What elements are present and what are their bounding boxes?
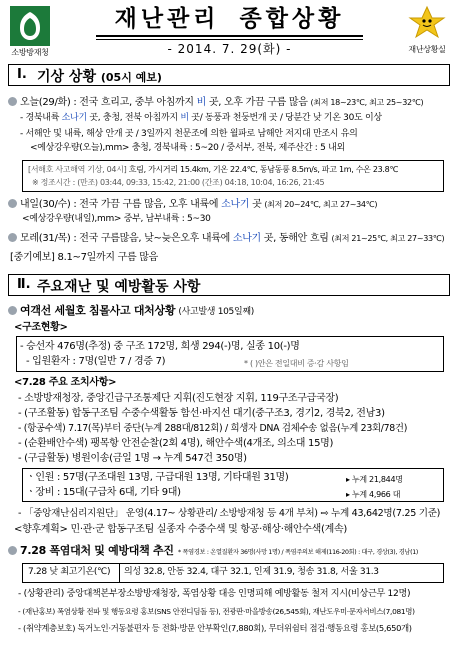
future-plan: <향후계획> 민·관·군 합동구조팀 실종자 수중수색 및 항공·해상·해안수색(계속): [14, 524, 347, 535]
weather-today-rainfall: <예상강우량(오늘),mm> 충청, 경북내륙 : 5~20 / 중서부, 전북, 제주산간 : 5 내외: [30, 143, 345, 153]
detail-rain: 비: [180, 113, 189, 123]
actions-title: <7.28 주요 조치사항>: [14, 377, 117, 388]
title-block: [66, 4, 393, 56]
weather-dayafter: [8, 232, 444, 245]
deploy-equipment-total: ▸ 누계 4,966 대: [346, 490, 401, 499]
accident-weather-line: [28, 163, 398, 176]
bullet-icon: [8, 306, 17, 315]
heat-title: 7.28 폭염대처 및 예방대책 추진: [20, 544, 174, 557]
bullet-icon: [8, 199, 17, 208]
detail-text: 곳, 충청, 전북 아침까지: [86, 113, 181, 123]
action-command: - 소방방재청장, 중앙긴급구조통제단 지휘(진도현장 지휘, 119구조구급국장): [18, 393, 339, 404]
deploy-personnel: ㆍ인원 : 57명(구조대원 13명, 구급대원 13명, 기타대원 31명): [26, 472, 289, 483]
today-text: 오늘(29/화) : 전국 흐리고, 중부 아침까지: [20, 97, 197, 108]
dayafter-temp: (최저 21~25℃, 최고 27~33℃): [331, 234, 445, 243]
weather-today: [8, 96, 423, 109]
detail-shower: 소나기: [61, 113, 87, 123]
agency-name: 소방방재청: [11, 48, 49, 57]
heat-note: * 폭염경보 : 온열질환자 36명(사망 1명) / 폭염주의보 해제(116-20회) : 대구, 경상(3), 경남(1): [178, 549, 418, 556]
psych-support: - 「중앙재난심리지원단」 운영(4.17~ 상황관리/ 소방방재청 등 4개 부처) ⇨ 누계 43,642명(7.25 기준): [18, 508, 441, 519]
section-weather-header: [8, 64, 450, 86]
section-label: 기상 상황: [37, 69, 96, 85]
tomorrow-text-2: 곳: [249, 199, 265, 210]
heat-publicity: - (재난홍보) 폭염상황 전파 및 행동요령 홍보(SNS 안전디딤돌 등), 전광판·마을방송(26,545회), 재난도우미·문자서비스(7,081명): [18, 607, 415, 616]
detail-text: 곳/ 동풍과 천둥번개 곳 / 당분간 낮 기온 30도 이상: [188, 113, 382, 123]
page-title: 재난관리 종합상황: [114, 5, 345, 32]
max-temp-values: 의성 32.8, 안동 32.4, 대구 32.1, 인제 31.9, 청송 31.8, 서울 31.3: [124, 567, 379, 577]
heat-vulnerable: - (취약계층보호) 독거노인·거동불편자 등 전화·방문 안부확인(7,880회), 무더위쉼터 점검·행동요령 홍보(5,650개): [18, 623, 412, 633]
today-temp: (최저 18~23℃, 최고 25~32℃): [310, 98, 424, 107]
bullet-icon: [8, 546, 17, 555]
tomorrow-temp: (최저 20~24℃, 최고 27~34℃): [264, 200, 378, 209]
deploy-equipment: ㆍ장비 : 15대(구급차 6대, 기타 9대): [26, 487, 181, 498]
section-disaster-header: [8, 274, 450, 296]
action-coast-search: - (순환배안수색) 팽목항 안전순찰(2회 4명), 해안수색(4개조, 의소대 15명): [18, 438, 334, 449]
ferry-day-count: (사고발생 105일째): [178, 307, 254, 317]
rescue-title: <구조현황>: [14, 322, 68, 333]
tomorrow-text: 내일(30/수) : 전국 가끔 구름 많음, 오후 내륙에: [20, 199, 222, 210]
weather-tomorrow: [8, 198, 377, 211]
max-temp-label: 7.28 낮 최고기온(℃): [28, 567, 111, 577]
heat-heading: [8, 544, 174, 558]
mascot-icon: [407, 4, 447, 44]
section-title: [37, 66, 162, 86]
section-title: 주요재난 및 예방활동 사항: [37, 279, 201, 295]
rescue-note: * ( )안은 전일대비 증·감 사항임: [244, 359, 349, 368]
today-rain: 비: [196, 97, 207, 108]
dayafter-text-2: 곳, 동해안 흐림: [260, 233, 332, 244]
section-number: Ⅰ.: [17, 67, 27, 82]
tomorrow-shower: 소나기: [221, 199, 250, 210]
inpatients: - 입원환자 : 7명(일반 7 / 경증 7): [26, 356, 166, 367]
bullet-icon: [8, 233, 17, 242]
heat-situation: - (상황관리) 중앙대책본부장소방방재청장, 폭염상황 대응 인명피해 예방활동 철저 지시(비상근무 12명): [18, 589, 411, 599]
accident-weather-values: 흐림, 가시거리 15.4km, 기온 22.4℃, 동남동풍 8.5m/s, 파고 1m, 수온 23.8℃: [126, 165, 399, 174]
agency-logo: [4, 4, 56, 56]
mascot-label: 재난상황실: [408, 45, 446, 54]
detail-text: - 경북내륙: [20, 113, 62, 123]
action-ambulance: - (구급활동) 병원이송(금일 1명 → 누계 547건 350명): [18, 453, 247, 464]
action-air-search: - (항공수색) 7.17(목)부터 중단(누계 288대/812회) / 희생자 DNA 검체수송 없음(누계 23회/78건): [18, 423, 408, 434]
accident-weather-label: [서해호 사고해역 기상, 04시]: [28, 165, 127, 174]
weather-today-detail-2: - 서해안 및 내륙, 해상 안개 곳 / 3일까지 천문조에 의한 월파로 남해안 저지대 만조시 유의: [20, 129, 358, 139]
deploy-personnel-total: ▸ 누계 21,844명: [346, 475, 403, 484]
bullet-icon: [8, 97, 17, 106]
section-number: Ⅱ.: [17, 277, 31, 292]
report-header: [4, 4, 454, 56]
action-rescue: - (구조활동) 합동구조팀 수중수색활동 함선·바지선 대기(중구조3, 경기2, 경북2, 전남3): [18, 408, 385, 419]
agency-emblem-icon: [10, 6, 50, 46]
midterm-forecast: [중기예보] 8.1~7일까지 구름 많음: [10, 252, 158, 263]
dayafter-shower: 소나기: [232, 233, 261, 244]
ferry-title: 여객선 세월호 침몰사고 대처상황: [20, 304, 176, 317]
ferry-heading: [8, 304, 254, 319]
mascot-block: [400, 4, 454, 56]
report-date: - 2014. 7. 29(화) -: [167, 42, 292, 56]
rescue-counts: - 승선자 476명(추정) 중 구조 172명, 희생 294(-)명, 실종 10(-)명: [20, 341, 300, 352]
today-text-2: 곳, 오후 가끔 구름 많음: [206, 97, 311, 108]
weather-tomorrow-rainfall: <예상강우량(내일),mm> 중부, 남부내륙 : 5~30: [22, 214, 211, 224]
weather-today-detail-1: [20, 112, 382, 125]
dayafter-text: 모레(31/목) : 전국 구름많음, 낮~늦은오후 내륙에: [20, 233, 233, 244]
section-subtitle: (05시 예보): [100, 71, 162, 84]
tide-times: ※ 정조시간 : (만조) 03:44, 09:33, 15:42, 21:00 (간조) 04:18, 10:04, 16:26, 21:45: [32, 178, 325, 187]
